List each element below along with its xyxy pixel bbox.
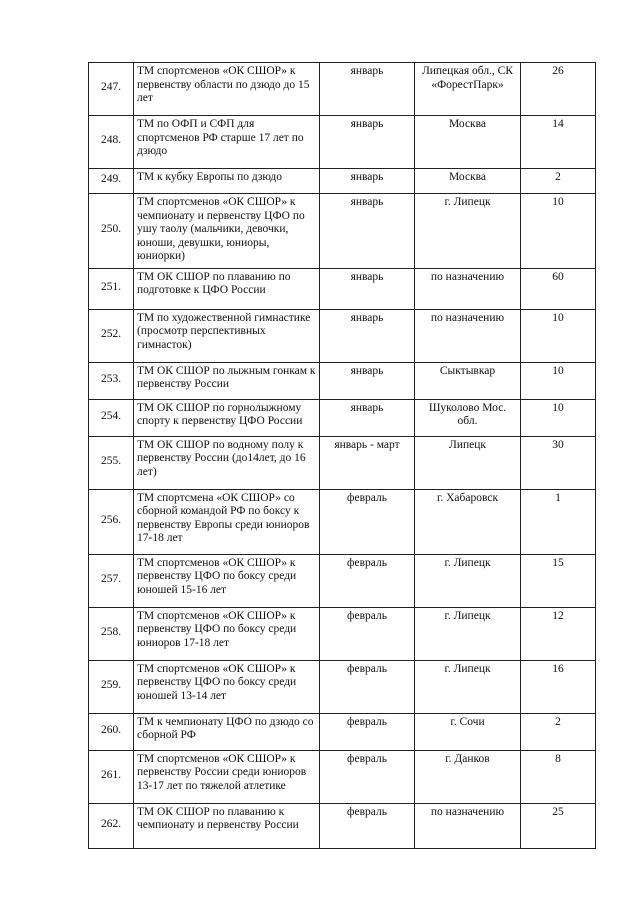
event-place-cell: г. Липецк xyxy=(415,194,521,269)
event-place-cell: по назначению xyxy=(415,803,521,848)
participants-count-cell: 16 xyxy=(521,660,596,713)
event-time-cell: февраль xyxy=(320,489,415,554)
row-number-cell: 254. xyxy=(89,399,134,436)
table-row xyxy=(89,660,596,713)
table-row xyxy=(89,362,596,399)
event-time-cell: январь xyxy=(320,116,415,169)
event-time-cell: январь - март xyxy=(320,436,415,489)
participants-count-cell: 10 xyxy=(521,399,596,436)
participants-count-cell: 1 xyxy=(521,489,596,554)
row-number-cell: 249. xyxy=(89,169,134,194)
event-time-cell: январь xyxy=(320,169,415,194)
event-name-cell: ТМ ОК СШОР по лыжным гонкам к первенству России xyxy=(134,362,320,399)
table-row xyxy=(89,169,596,194)
row-number-cell: 253. xyxy=(89,362,134,399)
event-name-cell: ТМ спортсменов «ОК СШОР» к чемпионату и первенству ЦФО по ушу таолу (мальчики, девочки, юноши, девушки, юниоры, юниорки) xyxy=(134,194,320,269)
participants-count-cell: 15 xyxy=(521,554,596,607)
row-number-cell: 262. xyxy=(89,803,134,848)
row-number-cell: 256. xyxy=(89,489,134,554)
event-place-cell: Москва xyxy=(415,169,521,194)
event-time-cell: февраль xyxy=(320,554,415,607)
event-time-cell: январь xyxy=(320,362,415,399)
table-row xyxy=(89,750,596,803)
event-place-cell: г. Липецк xyxy=(415,660,521,713)
event-name-cell: ТМ спортсменов «ОК СШОР» к первенству ЦФО по боксу среди юниоров 17-18 лет xyxy=(134,607,320,660)
event-place-cell: Липецк xyxy=(415,436,521,489)
table-row xyxy=(89,268,596,309)
event-time-cell: январь xyxy=(320,309,415,362)
table-row xyxy=(89,713,596,750)
event-name-cell: ТМ ОК СШОР по плаванию по подготовке к ЦФО России xyxy=(134,268,320,309)
event-name-cell: ТМ к кубку Европы по дзюдо xyxy=(134,169,320,194)
event-place-cell: по назначению xyxy=(415,309,521,362)
participants-count-cell: 14 xyxy=(521,116,596,169)
row-number-cell: 247. xyxy=(89,63,134,116)
event-time-cell: январь xyxy=(320,399,415,436)
participants-count-cell: 2 xyxy=(521,713,596,750)
table-row xyxy=(89,554,596,607)
event-place-cell: Москва xyxy=(415,116,521,169)
table-row xyxy=(89,399,596,436)
participants-count-cell: 10 xyxy=(521,362,596,399)
event-place-cell: Сыктывкар xyxy=(415,362,521,399)
table-row xyxy=(89,116,596,169)
participants-count-cell: 60 xyxy=(521,268,596,309)
table-row xyxy=(89,309,596,362)
row-number-cell: 260. xyxy=(89,713,134,750)
event-name-cell: ТМ спортсменов «ОК СШОР» к первенству России среди юниоров 13-17 лет по тяжелой атлетике xyxy=(134,750,320,803)
row-number-cell: 255. xyxy=(89,436,134,489)
event-name-cell: ТМ спортсменов «ОК СШОР» к первенству ЦФО по боксу среди юношей 15-16 лет xyxy=(134,554,320,607)
event-time-cell: февраль xyxy=(320,713,415,750)
event-time-cell: январь xyxy=(320,63,415,116)
event-time-cell: январь xyxy=(320,194,415,269)
event-place-cell: Липецкая обл., СК «ФорестПарк» xyxy=(415,63,521,116)
event-name-cell: ТМ по художественной гимнастике (просмотр перспективных гимнасток) xyxy=(134,309,320,362)
event-name-cell: ТМ спортсменов «ОК СШОР» к первенству ЦФО по боксу среди юношей 13-14 лет xyxy=(134,660,320,713)
participants-count-cell: 10 xyxy=(521,194,596,269)
table-row xyxy=(89,194,596,269)
event-place-cell: г. Сочи xyxy=(415,713,521,750)
participants-count-cell: 12 xyxy=(521,607,596,660)
participants-count-cell: 8 xyxy=(521,750,596,803)
row-number-cell: 250. xyxy=(89,194,134,269)
participants-count-cell: 30 xyxy=(521,436,596,489)
participants-count-cell: 26 xyxy=(521,63,596,116)
event-name-cell: ТМ ОК СШОР по плаванию к чемпионату и первенству России xyxy=(134,803,320,848)
table-row xyxy=(89,63,596,116)
event-name-cell: ТМ ОК СШОР по водному полу к первенству России (до14лет, до 16 лет) xyxy=(134,436,320,489)
row-number-cell: 258. xyxy=(89,607,134,660)
event-name-cell: ТМ спортсмена «ОК СШОР» со сборной командой РФ по боксу к первенству Европы среди юниоров 17-18 лет xyxy=(134,489,320,554)
table-row xyxy=(89,803,596,848)
event-time-cell: январь xyxy=(320,268,415,309)
event-place-cell: г. Липецк xyxy=(415,554,521,607)
event-place-cell: г. Хабаровск xyxy=(415,489,521,554)
participants-count-cell: 25 xyxy=(521,803,596,848)
row-number-cell: 252. xyxy=(89,309,134,362)
row-number-cell: 261. xyxy=(89,750,134,803)
row-number-cell: 259. xyxy=(89,660,134,713)
event-place-cell: г. Липецк xyxy=(415,607,521,660)
row-number-cell: 251. xyxy=(89,268,134,309)
event-name-cell: ТМ к чемпионату ЦФО по дзюдо со сборной РФ xyxy=(134,713,320,750)
event-place-cell: по назначению xyxy=(415,268,521,309)
event-name-cell: ТМ спортсменов «ОК СШОР» к первенству области по дзюдо до 15 лет xyxy=(134,63,320,116)
training-camps-table xyxy=(88,62,596,849)
row-number-cell: 257. xyxy=(89,554,134,607)
participants-count-cell: 2 xyxy=(521,169,596,194)
event-place-cell: г. Данков xyxy=(415,750,521,803)
table-row xyxy=(89,436,596,489)
event-time-cell: февраль xyxy=(320,750,415,803)
event-time-cell: февраль xyxy=(320,660,415,713)
event-name-cell: ТМ по ОФП и СФП для спортсменов РФ старше 17 лет по дзюдо xyxy=(134,116,320,169)
table-body xyxy=(89,63,596,849)
event-place-cell: Шуколово Мос. обл. xyxy=(415,399,521,436)
event-time-cell: февраль xyxy=(320,607,415,660)
row-number-cell: 248. xyxy=(89,116,134,169)
event-time-cell: февраль xyxy=(320,803,415,848)
participants-count-cell: 10 xyxy=(521,309,596,362)
table-row xyxy=(89,607,596,660)
table-row xyxy=(89,489,596,554)
event-name-cell: ТМ ОК СШОР по горнолыжному спорту к первенству ЦФО России xyxy=(134,399,320,436)
